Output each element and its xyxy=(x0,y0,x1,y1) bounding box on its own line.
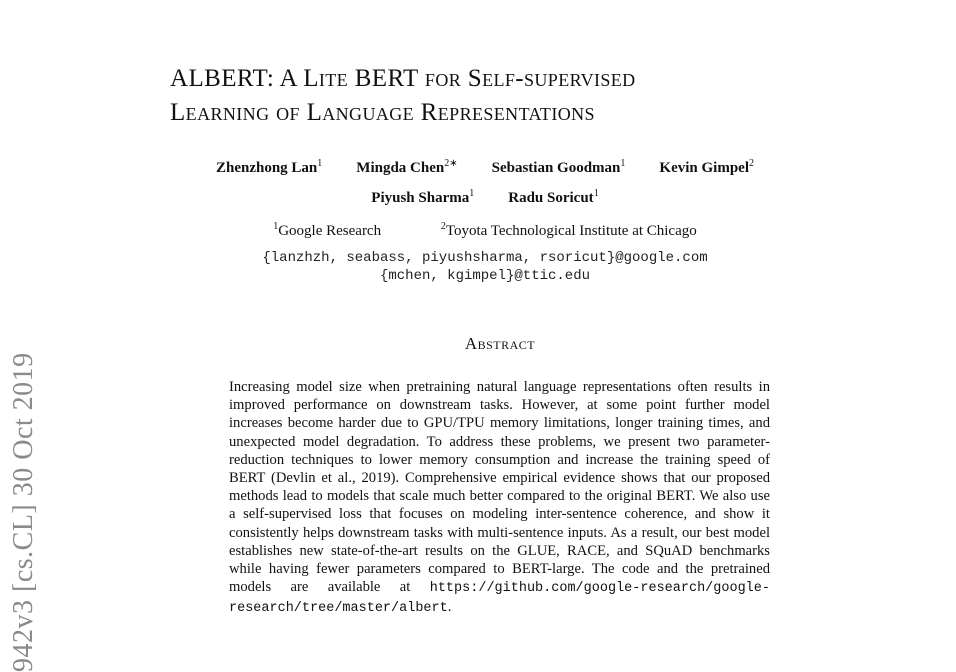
affiliation-list xyxy=(170,220,800,242)
author-affiliation-mark: 1 xyxy=(317,158,323,169)
email-list xyxy=(170,249,800,285)
author-name: Zhenzhong Lan xyxy=(215,160,318,176)
affiliation-mark: 2 xyxy=(440,221,446,232)
author-name: Kevin Gimpel xyxy=(659,160,749,176)
author xyxy=(492,156,626,180)
abstract-end: . xyxy=(447,599,452,616)
author xyxy=(216,156,322,180)
arxiv-identifier: 942v3 [cs.CL] 30 Oct 2019 xyxy=(8,352,39,672)
author-affiliation-mark: 2 xyxy=(749,158,754,169)
author-name: Piyush Sharma xyxy=(371,190,470,206)
abstract-text xyxy=(229,378,770,619)
author-affiliation-mark: 1 xyxy=(593,188,599,199)
affiliation xyxy=(273,220,381,242)
author-affiliation-mark: 1 xyxy=(620,158,626,169)
author xyxy=(508,186,598,210)
author-name: Sebastian Goodman xyxy=(491,160,621,176)
author-affiliation-mark: 2∗ xyxy=(444,158,458,169)
abstract-heading: Abstract xyxy=(464,334,536,353)
title-line-2: Learning of Language Representations xyxy=(170,99,595,126)
title-line-1: ALBERT: A Lite BERT for Self-supervised xyxy=(170,65,636,92)
abstract-body: Increasing model size when pretraining natural language representations often results in improved performance on downstream tasks. However, at some point further model increases become harder due to GPU/TPU memory limitations, longer training times, and unexpected model degradation. To address these problems, we present two parameter-reduction techniques to lower memory consumption and increase the training speed of BERT (Devlin et al., 2019). Comprehensive empirical evidence shows that our proposed methods lead to models that scale much better compared to the original BERT. We also use a self-supervised loss that focuses on modeling inter-sentence coherence, and show it consistently helps downstream tasks with multi-sentence inputs. As a result, our best model establishes new state-of-the-art results on the GLUE, RACE, and SQuAD benchmarks while having fewer parameters compared to BERT-large. The code and the pretrained models are available at xyxy=(229,379,770,596)
email-line-1: {lanzhzh, seabass, piyushsharma, rsoricut}@google.com xyxy=(262,250,708,266)
affiliation xyxy=(441,220,697,242)
email-line-2: {mchen, kgimpel}@ttic.edu xyxy=(379,268,591,284)
author xyxy=(371,186,474,210)
author-name: Mingda Chen xyxy=(356,160,445,176)
author-row-2 xyxy=(170,186,800,210)
code-url-link[interactable]: https://github.com/google-research/google-research/tree/master/albert xyxy=(229,581,770,617)
affiliation-mark: 1 xyxy=(273,221,279,232)
paper-title xyxy=(170,62,850,130)
author-list xyxy=(170,156,800,216)
author-row-1 xyxy=(170,156,800,180)
author-name: Radu Soricut xyxy=(508,190,594,206)
author xyxy=(356,156,457,180)
author xyxy=(659,156,754,180)
affiliation-name: Toyota Technological Institute at Chicago xyxy=(445,223,697,239)
affiliation-name: Google Research xyxy=(278,223,382,239)
author-affiliation-mark: 1 xyxy=(469,188,475,199)
